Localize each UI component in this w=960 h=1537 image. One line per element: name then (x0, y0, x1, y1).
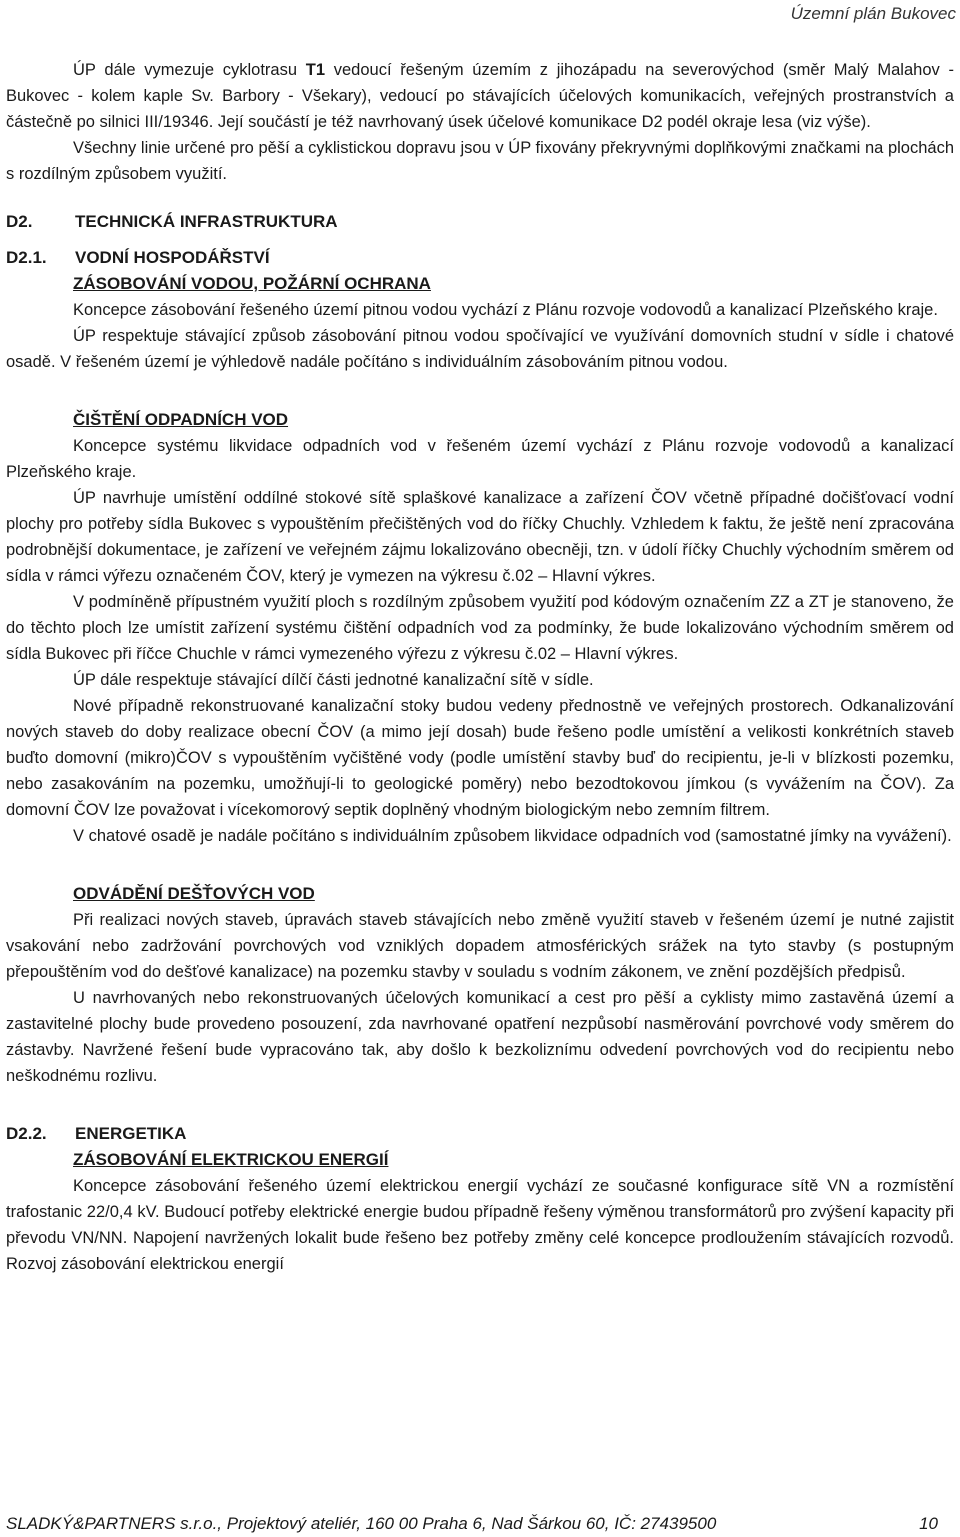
footer-company: SLADKÝ&PARTNERS s.r.o., Projektový ateliér, 160 00 Praha 6, Nad Šárkou 60, IČ: 27439500 (6, 1514, 717, 1533)
intro-paragraph-2: Všechny linie určené pro pěší a cyklistickou dopravu jsou v ÚP fixovány překryvnými doplňkovými značkami na plochách s rozdílným způsobem využití. (6, 139, 954, 183)
subheading-water-supply: ZÁSOBOVÁNÍ VODOU, POŽÁRNÍ OCHRANA (73, 274, 431, 293)
section-heading-d21 (6, 245, 954, 271)
text-run: vedoucí řešeným územím z jihozápadu na severovýchod (směr Malý Malahov - Bukovec - kolem kaple Sv. Barbory - Všekary), vedoucí po stávajících účelových komunikacích, veřejných prostranstvích a částečně po silnici III/19346. Její součástí je též navrhovaný úsek účelové komunikace D2 podél okraje lesa (viz výše). (6, 61, 954, 131)
paragraph: Při realizaci nových staveb, úpravách staveb stávajících nebo změně využití staveb v řešeném území je nutné zajistit vsakování nebo zadržování povrchových vod vzniklých dopadem atmosférických srážek na tyto stavby (s postupným přepouštěním vod do dešťové kanalizace) na pozemku stavby v souladu s vodním zákonem, ve znění pozdějších předpisů. (6, 911, 954, 981)
paragraph: Koncepce zásobování řešeného území elektrickou energií vychází ze současné konfigurace sítě VN a rozmístění trafostanic 22/0,4 kV. Budoucí potřeby elektrické energie budou případně řešeny výměnou transformátorů pro zvýšení kapacity při převodu VN/NN. Napojení navržených lokalit bude řešeno bez potřeby změny celé koncepce prodloužením stávajících rozvodů. Rozvoj zásobování elektrickou energií (6, 1177, 954, 1273)
section-heading-d22 (6, 1121, 954, 1147)
document-title: Územní plán Bukovec (790, 4, 956, 23)
intro-paragraph-1 (6, 57, 954, 135)
text-run: ÚP dále vymezuje cyklotrasu (73, 61, 306, 79)
paragraph: Nové případně rekonstruované kanalizační stoky budou vedeny přednostně ve veřejných prostorech. Odkanalizování nových staveb do doby realizace obecní ČOV (a mimo její dosah) bude řešeno podle umístění a velikosti konkrétních staveb buďto domovní (mikro)ČOV s vypouštěním vyčištěné vody (podle umístění stavby buď do recipientu, je-li v blízkosti pozemku, nebo zasakováním na pozemku, umožňují-li to geologické poměry) nebo bezodtokovou jímkou (s vyvážením na ČOV). Za domovní ČOV lze považovat i vícekomorový septik doplněný vhodným biologickým nebo zemním filtrem. (6, 697, 954, 819)
paragraph: ÚP navrhuje umístění oddílné stokové sítě splaškové kanalizace a zařízení ČOV včetně případné dočišťovací vodní plochy pro potřeby sídla Bukovec s vypouštěním přečištěných vod do říčky Chuchly. Vzhledem k faktu, že ještě není zpracována podrobnější dokumentace, je zařízení ve veřejném zájmu lokalizováno obecněji, tzn. v údolí říčky Chuchly východním směrem od sídla v rámci výřezu označeném ČOV, který je vymezen na výkresu č.02 – Hlavní výkres. (6, 489, 954, 585)
paragraph: V chatové osadě je nadále počítáno s individuálním způsobem likvidace odpadních vod (samostatné jímky na vyvážení). (73, 827, 952, 845)
paragraph: V podmíněně přípustném využití ploch s rozdílným způsobem využití pod kódovým označením ZZ a ZT je stanoveno, že do těchto ploch lze umístit zařízení systému čištění odpadních vod za podmínky, že bude lokalizováno východním směrem od sídla Bukovec při říčce Chuchle v rámci vymezeného výřezu z výkresu č.02 – Hlavní výkres. (6, 593, 954, 663)
subheading-wastewater: ČIŠTĚNÍ ODPADNÍCH VOD (73, 410, 289, 429)
page-content (6, 57, 954, 1277)
page-number: 10 (919, 1514, 938, 1533)
section-title: TECHNICKÁ INFRASTRUKTURA (75, 212, 338, 231)
page-footer (6, 1511, 938, 1537)
section-number: D2. (6, 212, 33, 231)
paragraph: U navrhovaných nebo rekonstruovaných účelových komunikací a cest pro pěší a cyklisty mimo zastavěná území a zastavitelné plochy bude provedeno posouzení, zda navrhované opatření nezpůsobí nasměrování povrchové vody směrem do zástavby. Navržené řešení bude vypracováno tak, aby došlo k bezkoliznímu odvedení povrchových vod do recipientu nebo neškodnému rozlivu. (6, 989, 954, 1085)
paragraph: ÚP dále respektuje stávající dílčí části jednotné kanalizační sítě v sídle. (73, 671, 594, 689)
cycle-route-code: T1 (305, 61, 326, 79)
paragraph: Koncepce systému likvidace odpadních vod v řešeném území vychází z Plánu rozvoje vodovodů a kanalizací Plzeňského kraje. (6, 437, 954, 481)
section-title: ENERGETIKA (75, 1124, 187, 1143)
section-number: D2.1. (6, 248, 47, 267)
section-title: VODNÍ HOSPODÁŘSTVÍ (75, 248, 270, 267)
section-heading-d2 (6, 209, 954, 235)
section-number: D2.2. (6, 1124, 47, 1143)
subheading-electricity: ZÁSOBOVÁNÍ ELEKTRICKOU ENERGIÍ (73, 1150, 389, 1169)
subheading-stormwater: ODVÁDĚNÍ DEŠŤOVÝCH VOD (73, 884, 315, 903)
paragraph: Koncepce zásobování řešeného území pitnou vodou vychází z Plánu rozvoje vodovodů a kanalizací Plzeňského kraje. (73, 301, 938, 319)
paragraph: ÚP respektuje stávající způsob zásobování pitnou vodou spočívající ve využívání domovních studní v sídle i chatové osadě. V řešeném území je výhledově nadále počítáno s individuálním zásobováním pitnou vodou. (6, 327, 954, 371)
